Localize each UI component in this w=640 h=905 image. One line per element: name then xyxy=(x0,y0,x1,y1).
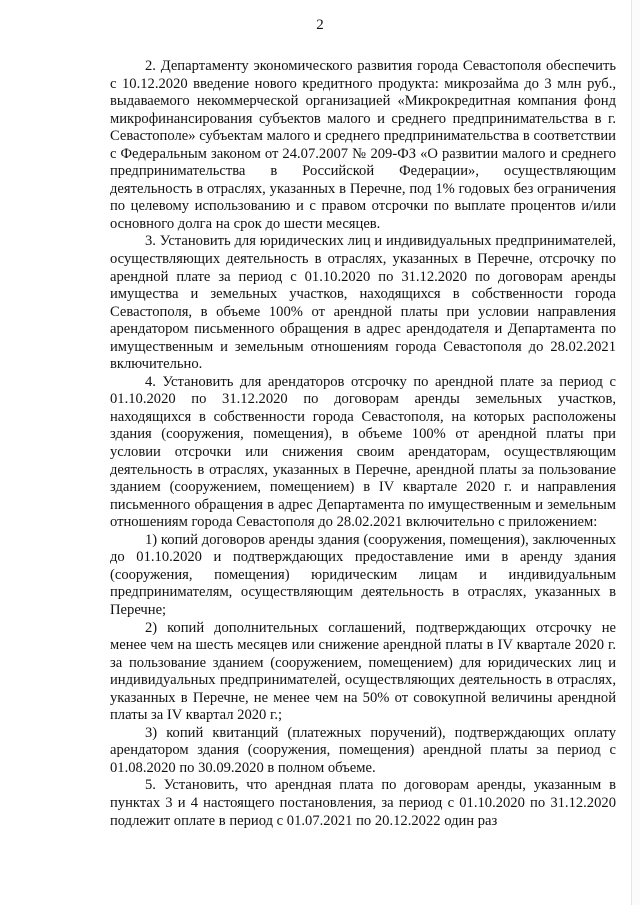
attachment-item-3: 3) копий квитанций (платежных поручений), подтверждающих оплату арендатором здания (сооружения, помещения) арендной платы за период с 01.08.2020 по 30.09.2020 в полном объеме. xyxy=(110,724,616,776)
paragraph-4: 4. Установить для арендаторов отсрочку по арендной плате за период с 01.10.2020 по 31.12.2020 по договорам аренды земельных участков, находящихся в собственности города Севастополя, на которых расположены здания (сооружения, помещения), в объеме 100% от арендной платы при условии отсрочки или снижения своим арендаторам, осуществляющим деятельность в отраслях, указанных в Перечне, арендной платы за пользование зданием (сооружением, помещением) в IV квартале 2020 г. и направления письменного обращения в адрес Департамента по имущественным и земельным отношениям города Севастополя до 28.02.2021 включительно с приложением: xyxy=(110,373,616,531)
document-body xyxy=(110,58,616,830)
paragraph-5: 5. Установить, что арендная плата по договорам аренды, указанным в пунктах 3 и 4 настоящего постановления, за период с 01.10.2020 по 31.12.2020 подлежит оплате в период с 01.07.2021 по 20.12.2022 один раз xyxy=(110,777,616,829)
attachment-item-2: 2) копий дополнительных соглашений, подтверждающих отсрочку не менее чем на шесть месяцев или снижение арендной платы в IV квартале 2020 г. за пользование зданием (сооружением, помещением) для юридических лиц и индивидуальных предпринимателей, осуществляющих деятельность в отраслях, указанных в Перечне, не менее чем на 50% от совокупной величины арендной платы за IV квартал 2020 г.; xyxy=(110,619,616,724)
paragraph-3: 3. Установить для юридических лиц и индивидуальных предпринимателей, осуществляющих деятельность в отраслях, указанных в Перечне, отсрочку по арендной плате за период с 01.10.2020 по 31.12.2020 по договорам аренды имущества и земельных участков, находящихся в собственности города Севастополя, в объеме 100% от арендной платы при условии направления арендатором письменного обращения в адрес арендодателя и Департамента по имущественным и земельным отношениям города Севастополя до 28.02.2021 включительно. xyxy=(110,233,616,373)
paragraph-2: 2. Департаменту экономического развития города Севастополя обеспечить с 10.12.2020 введение нового кредитного продукта: микрозайма до 3 млн руб., выдаваемого некоммерческой организацией «Микрокредитная компания фонд микрофинансирования субъектов малого и среднего предпринимательства в г. Севастополе» субъектам малого и среднего предпринимательства в соответствии с Федеральным законом от 24.07.2007 № 209-ФЗ «О развитии малого и среднего предпринимательства в Российской Федерации», осуществляющим деятельность в отраслях, указанных в Перечне, под 1% годовых без ограничения по целевому использованию и с правом отсрочки по выплате процентов и/или основного долга на срок до шести месяцев. xyxy=(110,58,616,232)
attachment-item-1: 1) копий договоров аренды здания (сооружения, помещения), заключенных до 01.10.2020 и подтверждающих предоставление ими в аренду здания (сооружения, помещения) юридическим лицам и индивидуальным предпринимателям, осуществляющим деятельность в отраслях, указанных в Перечне; xyxy=(110,531,616,618)
scan-page-edge xyxy=(631,0,640,905)
page-number: 2 xyxy=(316,17,324,33)
